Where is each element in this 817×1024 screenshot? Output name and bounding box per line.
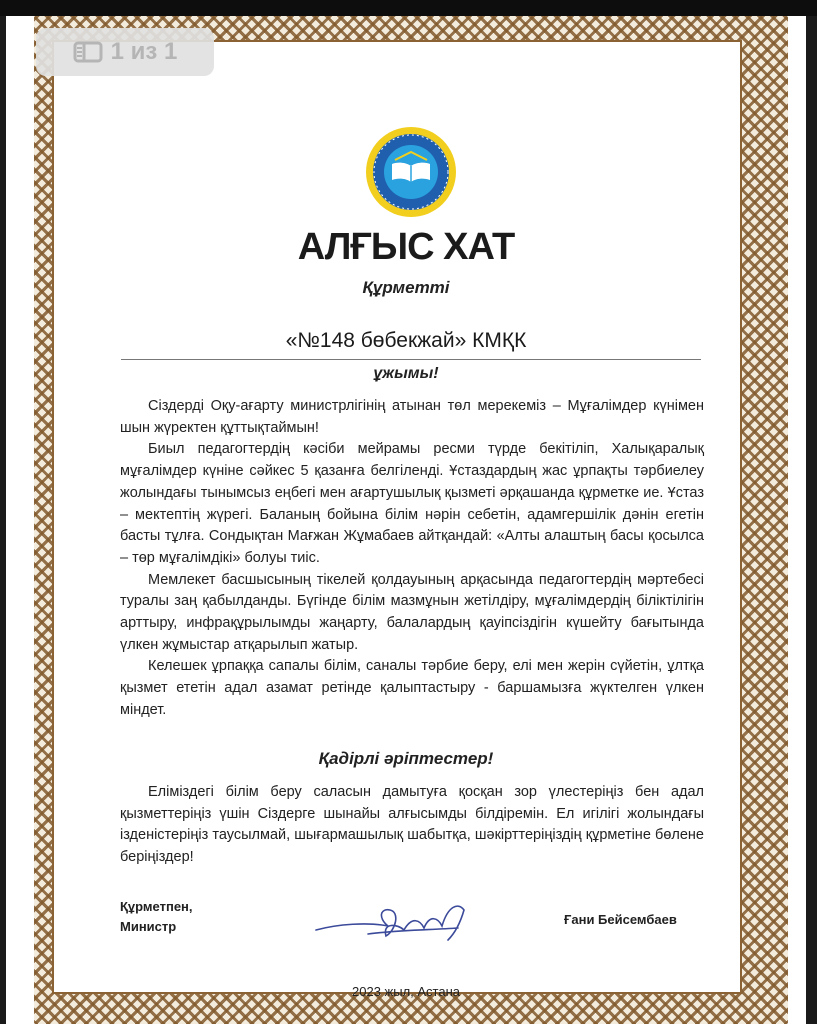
paragraph: Еліміздегі білім беру саласын дамытуға қосқан зор үлестеріңіз бен адал қызметтеріңіз үшін Сіздерге шынайы алғысымды білдіремін. Ел игілігі жолындағы ізденістеріңіз таусылмай, шығармашылық шабытқа, шәкірттеріңіздің құрметіне бөлене беріңіздер! xyxy=(120,784,704,866)
page-counter-badge[interactable] xyxy=(36,28,214,76)
paragraph: Келешек ұрпаққа сапалы білім, саналы тәрбие беру, елі мен жерін сүйетін, ұлтқа қызмет ететін адал азамат ретінде қалыптастыру - баршамызға жүктелген үлкен міндет. xyxy=(120,658,704,718)
signer-name: Ғани Бейсембаев xyxy=(564,912,677,927)
sign-off-block xyxy=(120,897,193,937)
page-indicator: 1 из 1 xyxy=(110,38,178,65)
sign-off: Құрметпен, xyxy=(120,899,193,914)
signer-position: Министр xyxy=(120,919,177,934)
certificate-page xyxy=(6,16,806,1024)
recipient-underline xyxy=(121,359,701,360)
letter-body xyxy=(120,396,704,722)
ministry-emblem-icon xyxy=(365,126,457,218)
handwritten-signature xyxy=(308,894,488,946)
document-pages-icon xyxy=(73,41,103,63)
honorific: Құрметті xyxy=(362,278,450,297)
paragraph: Мемлекет басшысының тікелей қолдауының арқасында педагогтердің мәртебесі туралы заң қабылданды. Бүгінде білім мазмұнын жетілдіру, мұғалімдердің біліктілігін арттыру, инфрақұрылымды жаңарту, балалардың қауіпсіздігін күшейту бағытында үлкен жұмыстар атқарылып жатыр. xyxy=(120,571,704,653)
closing-body xyxy=(120,782,704,869)
recipient-name: «№148 бөбекжай» КМҚК xyxy=(285,329,527,352)
letter-title: АЛҒЫС ХАТ xyxy=(297,226,515,268)
recipient-collective: ұжымы! xyxy=(373,365,439,382)
paragraph: Биыл педагогтердің кәсіби мейрамы ресми түрде бекітіліп, Халықаралық мұғалімдер күніне сәйкес 5 қазанға белгіленді. Ұстаздардың жас ұрпақты тәрбиелеу жолындағы тынымсыз еңбегі мен ағартушылық қызметі әрқашанда құрметке ие. Ұстаз – мектептің жүрегі. Баланың бойына білім нәрін себетін, адамгершілік дәнін егетін басты тұлға. Сондықтан Мағжан Жұмабаев айтқандай: «Алты алаштың басы қосылса – төр мұғалімдікі» болуы тиіс. xyxy=(120,441,704,566)
paragraph: Сіздерді Оқу-ағарту министрлігінің атынан төл мерекеміз – Мұғалімдер күнімен шын жүректен құттықтаймын! xyxy=(120,398,704,436)
colleagues-heading: Қадірлі әріптестер! xyxy=(318,749,494,768)
date-place: 2023 жыл, Астана xyxy=(352,984,460,999)
top-bar xyxy=(0,0,817,16)
